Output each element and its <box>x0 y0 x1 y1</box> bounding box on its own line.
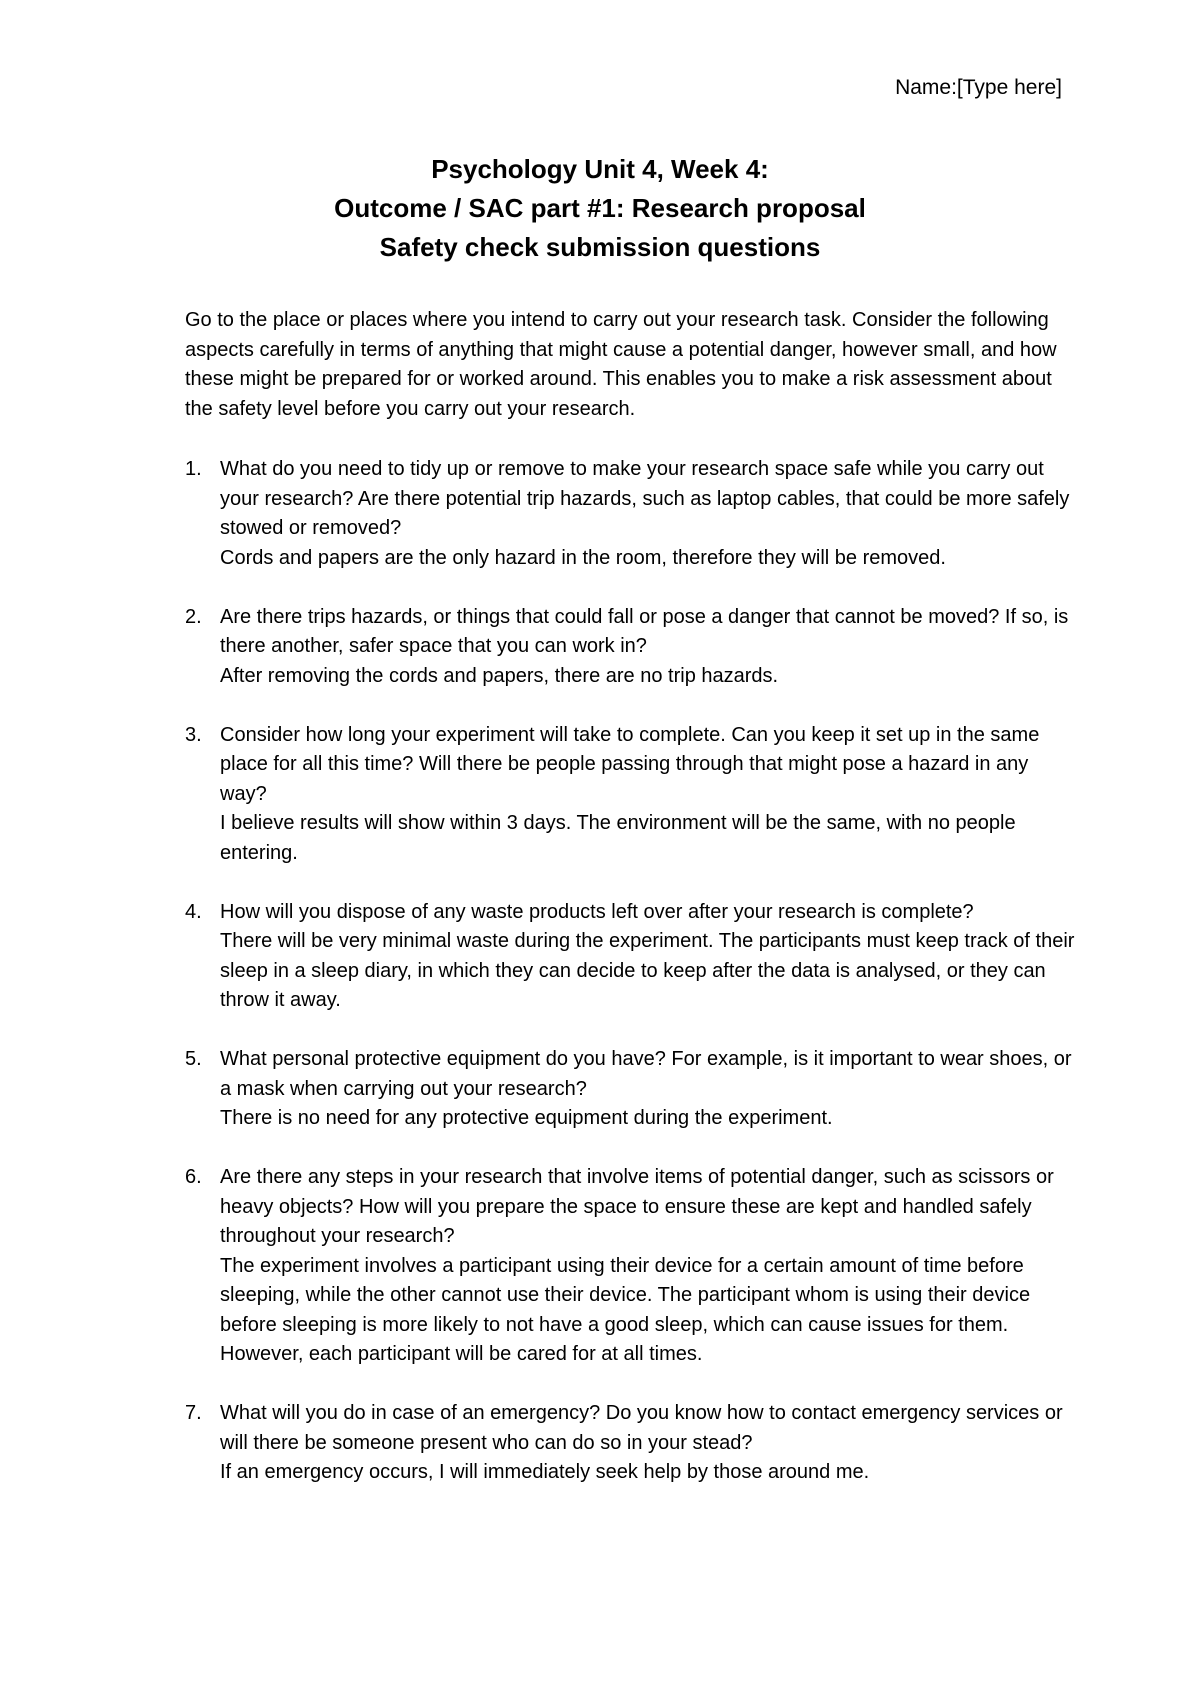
question-text: What will you do in case of an emergency? Do you know how to contact emergency services or will there be someone present who can do so in your stead? <box>220 1402 1063 1454</box>
title-line-2: Outcome / SAC part #1: Research proposal <box>334 193 866 223</box>
question-item-6 <box>185 1163 1075 1370</box>
document-title <box>0 150 1200 267</box>
question-text: Are there any steps in your research that involve items of potential danger, such as scissors or heavy objects? How will you prepare the space to ensure these are kept and handled safely throughout your research? <box>220 1166 1054 1247</box>
answer-text[interactable]: Cords and papers are the only hazard in the room, therefore they will be removed. <box>220 546 946 569</box>
question-number: 4. <box>185 900 202 923</box>
intro-paragraph: Go to the place or places where you intend to carry out your research task. Consider the following aspects carefully in terms of anything that might cause a potential danger, however small, and how these might be prepared for or worked around. This enables you to make a risk assessment about the safety level before you carry out your research. <box>185 309 1057 420</box>
title-line-3: Safety check submission questions <box>379 232 821 262</box>
title-line-1: Psychology Unit 4, Week 4: <box>431 154 769 184</box>
question-item-5 <box>185 1045 1075 1134</box>
answer-text[interactable]: After removing the cords and papers, there are no trip hazards. <box>220 664 779 687</box>
answer-text[interactable]: If an emergency occurs, I will immediately seek help by those around me. <box>220 1461 870 1483</box>
answer-text[interactable]: The experiment involves a participant using their device for a certain amount of time before sleeping, while the other cannot use their device. The participant whom is using their device before sleeping is more likely to not have a good sleep, which can cause issues for them. However, each participant will be cared for at all times. <box>220 1254 1031 1365</box>
question-item-2 <box>185 603 1075 692</box>
question-text: How will you dispose of any waste products left over after your research is complete? <box>220 900 974 923</box>
question-item-7 <box>185 1399 1075 1488</box>
question-number: 2. <box>185 605 202 628</box>
question-list <box>185 455 1075 1517</box>
question-number: 6. <box>185 1166 202 1188</box>
question-text: Consider how long your experiment will take to complete. Can you keep it set up in the same place for all this time? Will there be people passing through that might pose a hazard in any way? <box>220 723 1040 805</box>
question-number: 7. <box>185 1402 202 1424</box>
question-text: Are there trips hazards, or things that could fall or pose a danger that cannot be moved? If so, is there another, safer space that you can work in? <box>220 605 1069 657</box>
question-number: 1. <box>185 458 202 480</box>
answer-text[interactable]: There is no need for any protective equipment during the experiment. <box>220 1107 833 1129</box>
question-item-1 <box>185 455 1075 573</box>
answer-text[interactable]: There will be very minimal waste during the experiment. The participants must keep track of their sleep in a sleep diary, in which they can decide to keep after the data is analysed, or they can throw it away. <box>220 930 1075 1011</box>
question-number: 3. <box>185 723 202 746</box>
question-item-4 <box>185 898 1075 1016</box>
question-text: What do you need to tidy up or remove to make your research space safe while you carry out your research? Are there potential trip hazards, such as laptop cables, that could be more safely stowed or removed? <box>220 458 1070 539</box>
answer-text[interactable]: I believe results will show within 3 days. The environment will be the same, with no people entering. <box>220 812 1016 864</box>
question-number: 5. <box>185 1048 202 1070</box>
question-item-3 <box>185 721 1075 869</box>
name-field[interactable]: Name:[Type here] <box>895 76 1062 99</box>
question-text: What personal protective equipment do you have? For example, is it important to wear shoes, or a mask when carrying out your research? <box>220 1048 1072 1100</box>
